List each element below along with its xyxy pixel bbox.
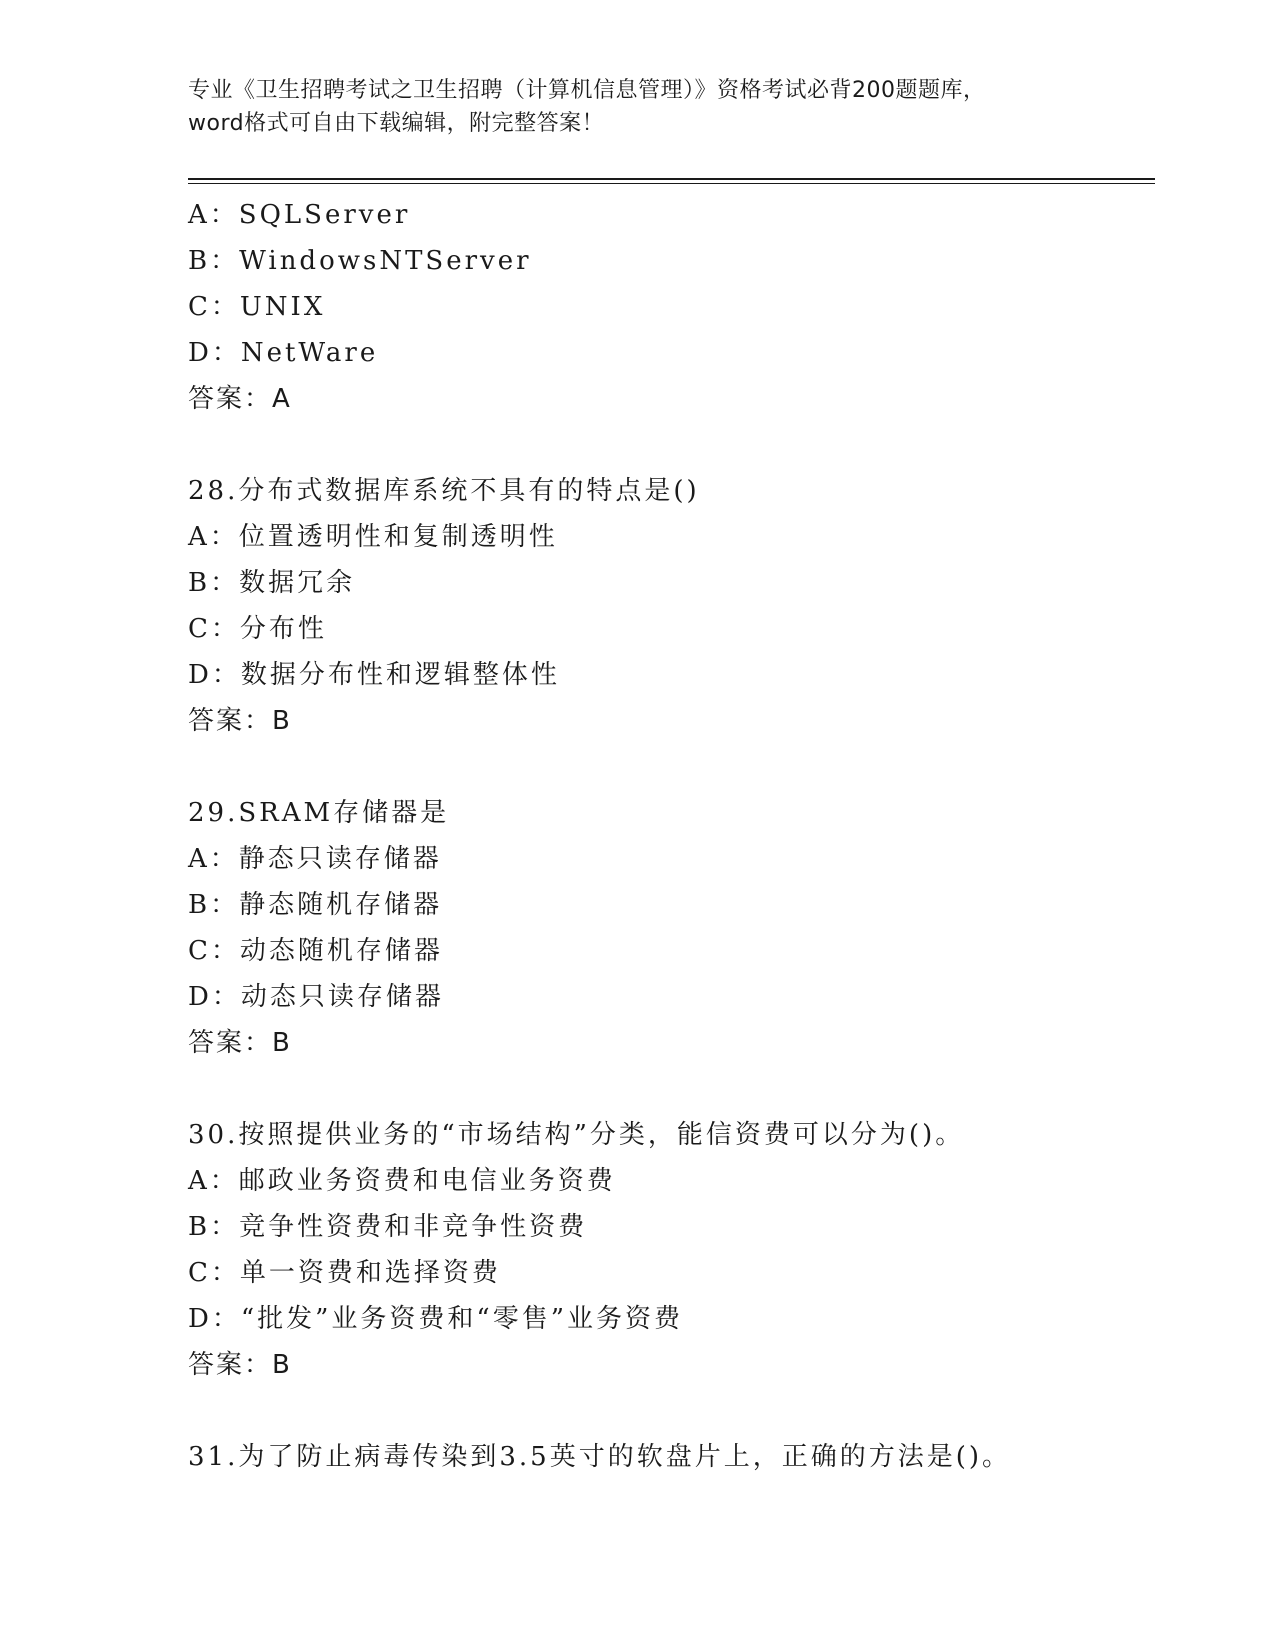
- option-d: D：NetWare: [188, 338, 379, 368]
- question-text: 30.按照提供业务的“市场结构”分类，能信资费可以分为()。: [188, 1120, 965, 1150]
- question-block-28: [188, 468, 1148, 744]
- option-d: D：数据分布性和逻辑整体性: [188, 660, 560, 690]
- spacer: [188, 422, 1148, 468]
- spacer: [188, 1388, 1148, 1434]
- option-c: C：UNIX: [188, 292, 326, 322]
- answer: 答案：B: [188, 1028, 292, 1058]
- option-b: B：数据冗余: [188, 568, 356, 598]
- question-block-31: [188, 1434, 1148, 1480]
- answer: 答案：B: [188, 1350, 292, 1380]
- option-a: A：位置透明性和复制透明性: [188, 522, 558, 552]
- answer: 答案：B: [188, 706, 292, 736]
- option-d: D：动态只读存储器: [188, 982, 444, 1012]
- document-header: [188, 74, 1108, 140]
- question-text: 28.分布式数据库系统不具有的特点是(): [188, 476, 700, 506]
- spacer: [188, 1066, 1148, 1112]
- option-d: D：“批发”业务资费和“零售”业务资费: [188, 1304, 684, 1334]
- question-text: 29.SRAM存储器是: [188, 798, 450, 828]
- question-block-27: [188, 192, 1148, 422]
- question-text: 31.为了防止病毒传染到3.5英寸的软盘片上，正确的方法是()。: [188, 1442, 1011, 1472]
- option-b: B：静态随机存储器: [188, 890, 443, 920]
- question-list: [188, 192, 1148, 1480]
- question-block-30: [188, 1112, 1148, 1388]
- option-a: A：邮政业务资费和电信业务资费: [188, 1166, 616, 1196]
- header-line-1: 专业《卫生招聘考试之卫生招聘（计算机信息管理）》资格考试必背200题题库，: [188, 78, 986, 103]
- option-b: B：WindowsNTServer: [188, 246, 532, 276]
- header-line-2: word格式可自由下载编辑，附完整答案！: [188, 111, 605, 136]
- header-divider-top: [188, 178, 1155, 180]
- header-divider-bottom: [188, 183, 1155, 184]
- option-a: A：静态只读存储器: [188, 844, 442, 874]
- option-c: C：单一资费和选择资费: [188, 1258, 501, 1288]
- option-b: B：竞争性资费和非竞争性资费: [188, 1212, 588, 1242]
- answer: 答案：A: [188, 384, 292, 414]
- option-c: C：分布性: [188, 614, 327, 644]
- question-block-29: [188, 790, 1148, 1066]
- option-c: C：动态随机存储器: [188, 936, 443, 966]
- option-a: A：SQLServer: [188, 200, 411, 230]
- spacer: [188, 744, 1148, 790]
